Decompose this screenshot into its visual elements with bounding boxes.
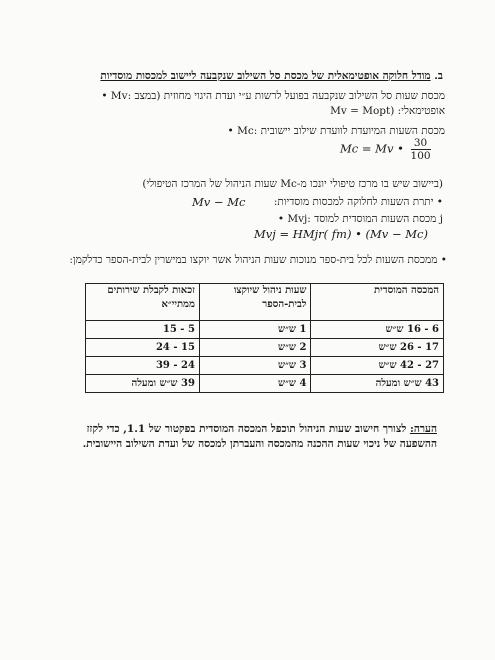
table-cell: 43 ש״ש ומעלה — [311, 375, 444, 393]
mc-fraction-denominator: 100 — [410, 150, 431, 162]
remaining-hours-label: • יתרת השעות לחלוקה למכסות מוסדיות: — [273, 196, 443, 208]
table-cell: 15 - 24 — [86, 339, 200, 357]
table-cell: 6 - 16 ש״ש — [311, 321, 444, 339]
management-hours-table — [85, 283, 444, 393]
mc-fraction — [411, 137, 431, 162]
table-cell: 5 - 15 — [86, 321, 200, 339]
section-label: ב. — [434, 70, 443, 82]
remaining-hours-formula: Mv − Mc — [192, 195, 246, 209]
remark-text-1: לצורך חישוב שעות הניהול תוכפל המכסה המוסדית בפקטור של 1.1, כדי לקזז — [86, 423, 410, 435]
table-header-row — [86, 284, 444, 321]
table-cell: 39 ש״ש ומעלה — [86, 375, 200, 393]
table-header: שעות ניהול שיוקצו לבית-הספר — [199, 284, 311, 321]
mc-formula-left: Mc = Mv • — [340, 141, 404, 156]
remark-label: הערה: — [409, 423, 437, 435]
school-hours-line: • ממכסת השעות לכל בית-ספר מנוכות שעות הניהול אשר יוקצו במישרין לבית-הספר כדלקמן: — [69, 254, 447, 266]
table-cell: 2 ש״ש — [199, 339, 311, 357]
table-header: זכאות לקבלת שירותים ממתיי״א — [86, 284, 200, 321]
table-row — [86, 339, 444, 357]
mc-formula — [340, 137, 431, 162]
section-title: מודל חלוקה אופטימאלית של מכסת סל השילוב שנקבעה ליישוב למכסות מוסדיות — [100, 70, 431, 82]
treatment-center-note: (ביישוב שיש בו מרכז טיפולי יונכו מ-Mc שעות הניהול של המרכז הטיפולי) — [142, 178, 443, 190]
mv-definition: • Mv: מכסת שעות סל השילוב שנקבעה בפועל לרשות ע״י ועדת היגוי מחוזית (במצב — [101, 90, 445, 102]
table-cell: 27 - 42 ש״ש — [311, 357, 444, 375]
table-row — [86, 321, 444, 339]
remark-line-1 — [17, 422, 437, 437]
table-cell: 3 ש״ש — [199, 357, 311, 375]
table-cell: 24 - 39 — [86, 357, 200, 375]
remark-paragraph — [17, 422, 437, 452]
table-header: המכסה המוסדית — [311, 284, 444, 321]
remark-line-2: ההשפעה של ניכוי שעות ההכנה מהמכסה והעברתן למכסה של ועדת השילוב היישובית. — [82, 438, 437, 450]
table-cell: 17 - 26 ש״ש — [311, 339, 444, 357]
table-row — [86, 375, 444, 393]
section-heading — [43, 70, 443, 83]
table-cell: 4 ש״ש — [199, 375, 311, 393]
mvj-definition: • Mvj: מכסת השעות המוסדית למוסד j — [277, 213, 443, 225]
mv-definition-cont: אופטימאלי: (Mv = Mopt — [330, 105, 445, 117]
mc-definition: • Mc: מכסת השעות המיועדת לוועדת שילוב יישובית — [227, 125, 445, 137]
mc-fraction-numerator: 30 — [411, 137, 431, 150]
mvj-formula: Mvj = HMjr( fm) • (Mv − Mc) — [254, 227, 428, 241]
table-row — [86, 357, 444, 375]
table-cell: 1 ש״ש — [199, 321, 311, 339]
